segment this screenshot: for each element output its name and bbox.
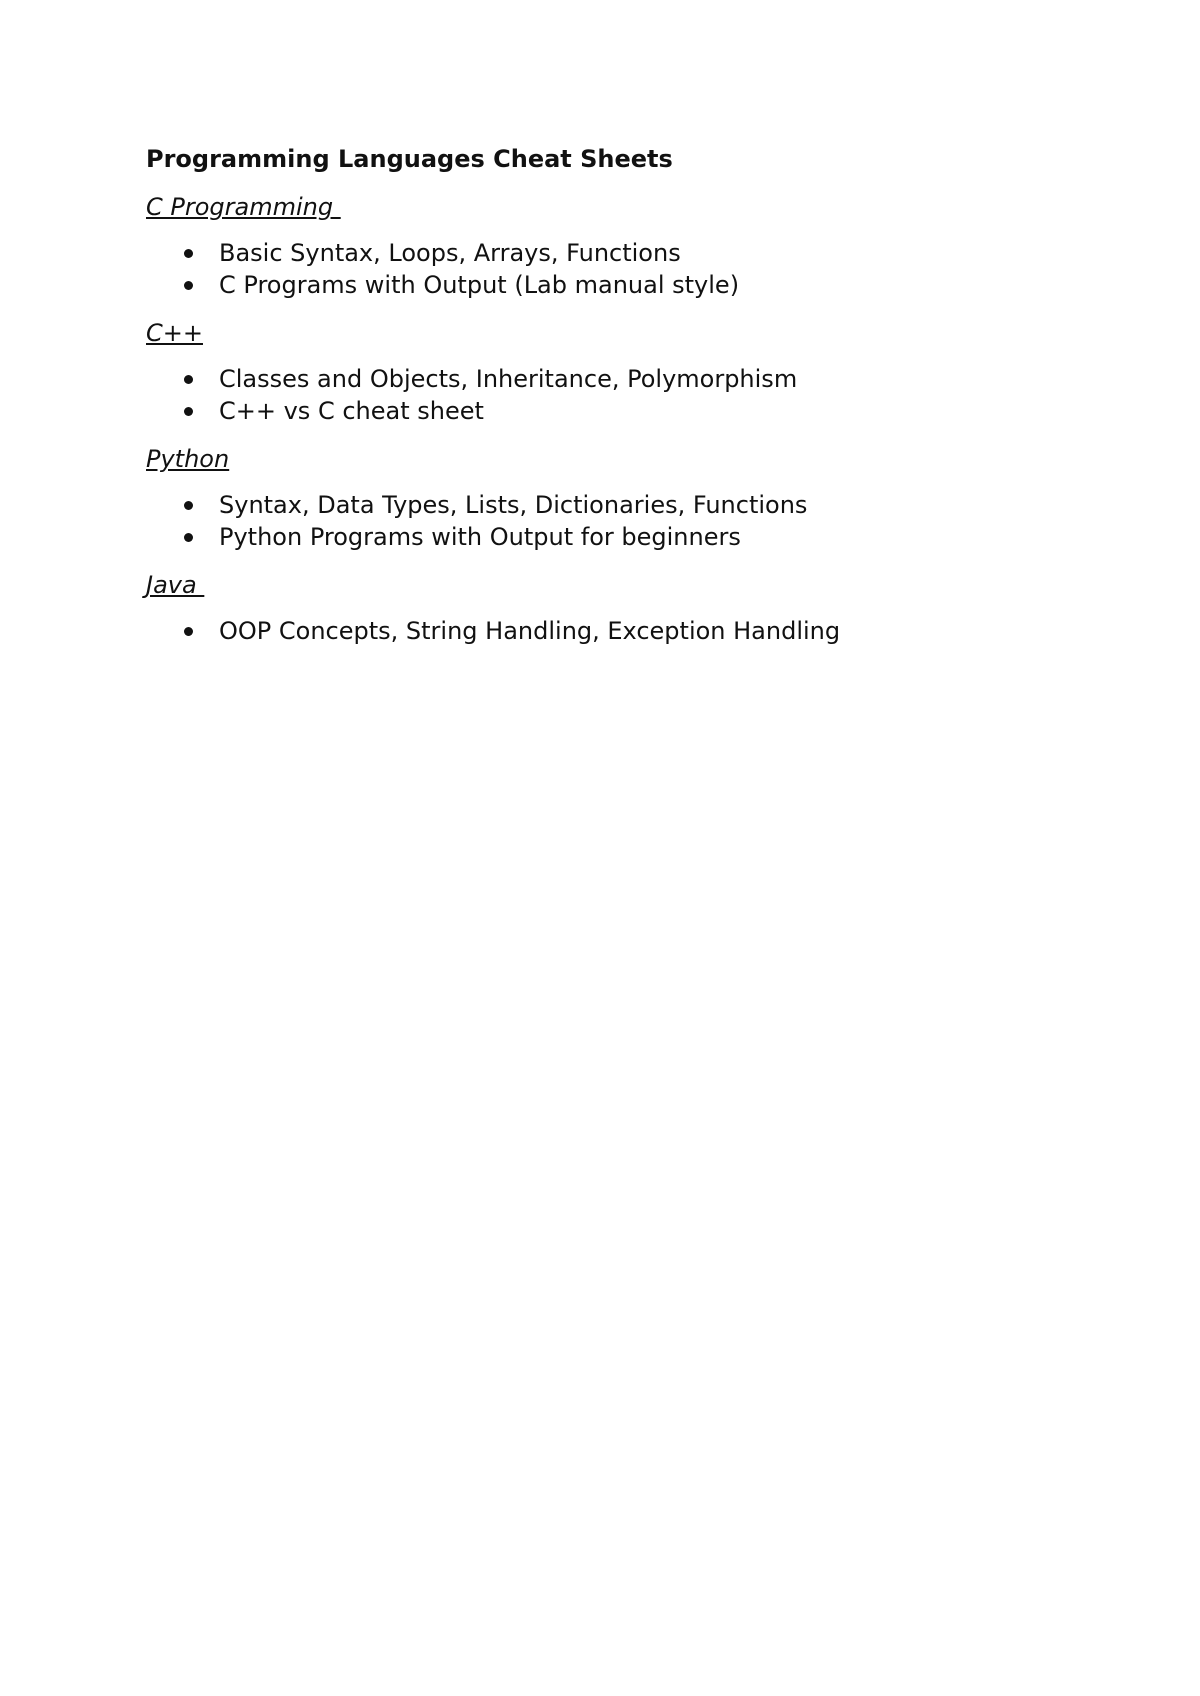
bullet-icon xyxy=(184,501,193,510)
section-python xyxy=(146,443,1106,553)
section-heading: Python xyxy=(146,445,230,473)
bullet-list xyxy=(146,237,1106,301)
bullet-icon xyxy=(184,375,193,384)
list-item-text: OOP Concepts, String Handling, Exception Handling xyxy=(219,617,841,645)
section-cpp xyxy=(146,317,1106,427)
bullet-icon xyxy=(184,533,193,542)
bullet-list xyxy=(146,615,1106,647)
list-item xyxy=(146,521,1106,553)
bullet-list xyxy=(146,489,1106,553)
list-item-text: Python Programs with Output for beginners xyxy=(219,523,741,551)
section-heading: Java xyxy=(146,571,205,599)
section-java xyxy=(146,569,1106,647)
list-item xyxy=(146,363,1106,395)
list-item xyxy=(146,237,1106,269)
section-heading: C++ xyxy=(146,319,203,347)
list-item xyxy=(146,489,1106,521)
list-item-text: C++ vs C cheat sheet xyxy=(219,397,484,425)
section-heading: C Programming xyxy=(146,193,341,221)
bullet-icon xyxy=(184,407,193,416)
list-item xyxy=(146,269,1106,301)
list-item-text: C Programs with Output (Lab manual style) xyxy=(219,271,740,299)
document-body xyxy=(146,143,1106,663)
list-item-text: Basic Syntax, Loops, Arrays, Functions xyxy=(219,239,681,267)
list-item xyxy=(146,395,1106,427)
bullet-icon xyxy=(184,249,193,258)
section-c-programming xyxy=(146,191,1106,301)
list-item-text: Classes and Objects, Inheritance, Polymorphism xyxy=(219,365,798,393)
list-item xyxy=(146,615,1106,647)
bullet-icon xyxy=(184,281,193,290)
bullet-icon xyxy=(184,627,193,636)
bullet-list xyxy=(146,363,1106,427)
list-item-text: Syntax, Data Types, Lists, Dictionaries, Functions xyxy=(219,491,808,519)
document-title: Programming Languages Cheat Sheets xyxy=(146,145,673,173)
